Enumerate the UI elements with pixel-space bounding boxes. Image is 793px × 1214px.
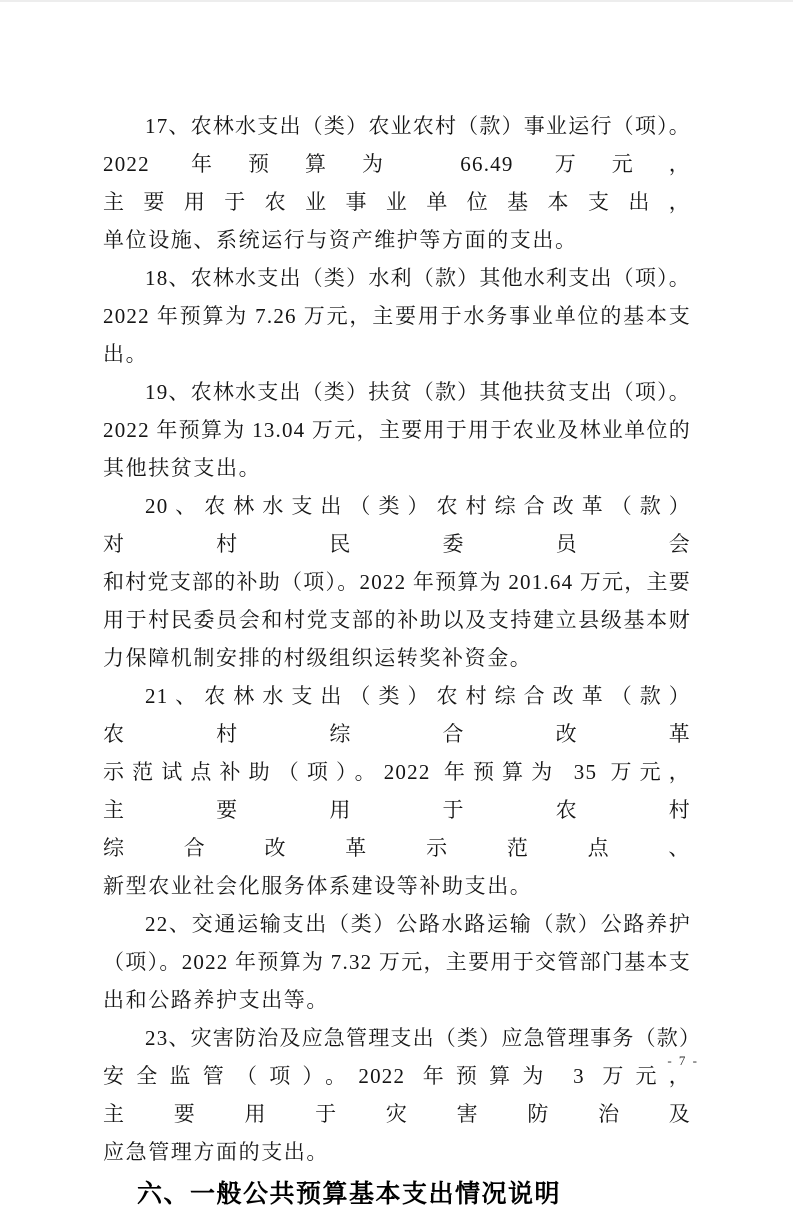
text-line: 21、农林水支出（类）农村综合改革（款）农村综合改革 — [103, 684, 691, 746]
section-heading: 六、一般公共预算基本支出情况说明 — [137, 1180, 562, 1208]
text-line: 安全监管（项）。2022 年预算为 3 万元，主要用于灾害防治及 — [103, 1064, 691, 1126]
text-line: 应急管理方面的支出。 — [103, 1140, 329, 1164]
document-body — [103, 107, 702, 1214]
text-line: 和村党支部的补助（项）。2022 年预算为 201.64 万元，主要 — [103, 570, 691, 594]
text-line: 用于村民委员会和村党支部的补助以及支持建立县级基本财 — [103, 608, 691, 632]
paragraph-item-18 — [103, 259, 691, 373]
text-line: 示范试点补助（项）。2022 年预算为 35 万元，主要用于农村 — [103, 760, 691, 822]
text-line: 19、农林水支出（类）扶贫（款）其他扶贫支出（项）。 — [145, 380, 691, 404]
text-line: 22、交通运输支出（类）公路水路运输（款）公路养护 — [145, 912, 691, 936]
paragraph-item-20 — [103, 487, 691, 677]
text-line: 23、灾害防治及应急管理支出（类）应急管理事务（款） — [145, 1026, 702, 1050]
text-line: 其他扶贫支出。 — [103, 456, 262, 480]
paragraph-item-19 — [103, 373, 691, 487]
text-line: 出。 — [103, 342, 149, 366]
text-line: （项）。2022 年预算为 7.32 万元，主要用于交管部门基本支 — [103, 950, 691, 974]
page-number: - 7 - — [667, 1053, 699, 1068]
text-line: 17、农林水支出（类）农业农村（款）事业运行（项）。 — [145, 114, 691, 138]
paragraph-item-21 — [103, 677, 691, 905]
paragraph-item-17 — [103, 107, 691, 259]
paragraph-item-22 — [103, 905, 691, 1019]
text-line: 2022 年预算为 7.26 万元，主要用于水务事业单位的基本支 — [103, 304, 691, 328]
text-line: 2022 年预算为 13.04 万元，主要用于用于农业及林业单位的 — [103, 418, 691, 442]
text-line: 综合改革示范点、新型农业社会化服务体系建设等补助支出。 — [103, 836, 691, 898]
text-line: 单位设施、系统运行与资产维护等方面的支出。 — [103, 228, 578, 252]
text-line: 出和公路养护支出等。 — [103, 988, 329, 1012]
paragraph-item-23 — [103, 1019, 702, 1171]
text-line: 力保障机制安排的村级组织运转奖补资金。 — [103, 646, 533, 670]
text-line: 18、农林水支出（类）水利（款）其他水利支出（项）。 — [145, 266, 691, 290]
text-line: 20、农林水支出（类）农村综合改革（款）对村民委员会 — [103, 494, 691, 556]
text-line: 2022 年预算为 66.49 万元，主要用于农业事业单位基本支出， — [103, 152, 691, 214]
